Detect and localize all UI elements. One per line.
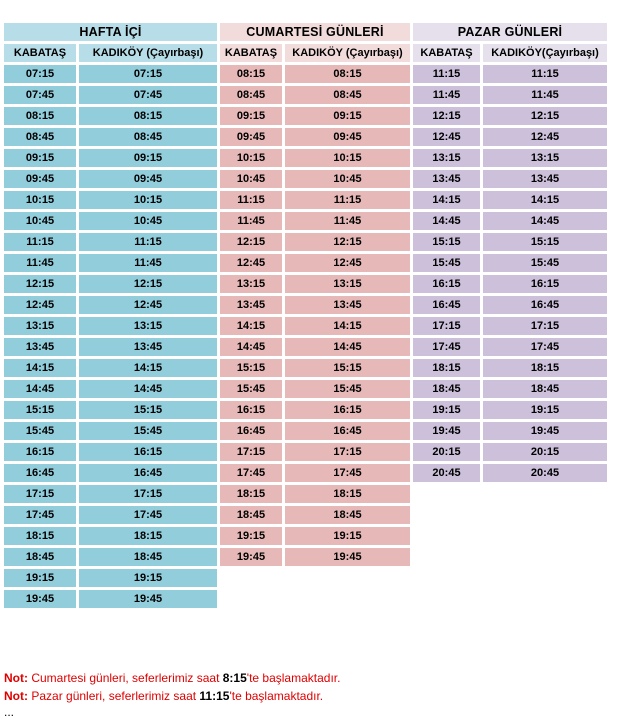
kabatas-departure-time: 16:45: [220, 422, 282, 440]
kadikoy-departure-time: 11:15: [285, 191, 410, 209]
timetable-row: [4, 170, 217, 188]
kabatas-departure-time: 19:45: [220, 548, 282, 566]
kabatas-departure-time: 13:45: [413, 170, 480, 188]
kadikoy-departure-time: 19:45: [285, 548, 410, 566]
kadikoy-departure-time: 08:15: [285, 65, 410, 83]
kabatas-departure-time: 07:15: [4, 65, 76, 83]
kabatas-departure-time: 10:15: [220, 149, 282, 167]
kadikoy-departure-time: 18:45: [79, 548, 217, 566]
kabatas-departure-time: 10:45: [220, 170, 282, 188]
kabatas-departure-time: 13:15: [413, 149, 480, 167]
note-text-end: 'te başlamaktadır.: [246, 671, 341, 685]
timetable-row: [220, 254, 410, 272]
kabatas-departure-time: 15:15: [413, 233, 480, 251]
timetable-row: [4, 128, 217, 146]
timetable-row: [220, 233, 410, 251]
kadikoy-departure-time: 19:15: [79, 569, 217, 587]
kabatas-departure-time: 07:45: [4, 86, 76, 104]
kadikoy-departure-time: 18:15: [285, 485, 410, 503]
kabatas-departure-time: 13:15: [4, 317, 76, 335]
kabatas-departure-time: 17:15: [413, 317, 480, 335]
kadikoy-departure-time: 15:45: [285, 380, 410, 398]
timetable-row: [413, 65, 607, 83]
timetable-row: [413, 254, 607, 272]
kadikoy-departure-time: 20:45: [483, 464, 607, 482]
kabatas-departure-time: 08:15: [220, 65, 282, 83]
timetable-row: [220, 107, 410, 125]
kabatas-departure-time: 14:45: [4, 380, 76, 398]
note-start-time: 11:15: [199, 689, 230, 703]
kadikoy-departure-time: 16:45: [483, 296, 607, 314]
kabatas-column-header: KABATAŞ: [4, 44, 76, 62]
timetable-row: [413, 107, 607, 125]
kadikoy-departure-time: 19:15: [285, 527, 410, 545]
timetable-row: [4, 275, 217, 293]
timetable-row: [413, 317, 607, 335]
timetable-row: [413, 191, 607, 209]
timetable-row: [4, 359, 217, 377]
kadikoy-departure-time: 11:15: [483, 65, 607, 83]
timetable-row: [4, 338, 217, 356]
column-header-row: [413, 44, 607, 62]
kabatas-departure-time: 12:45: [4, 296, 76, 314]
timetable-row: [4, 464, 217, 482]
kadikoy-departure-time: 14:15: [79, 359, 217, 377]
more-ellipsis: ...: [4, 705, 15, 719]
column-header-row: [4, 44, 217, 62]
section-title: CUMARTESİ GÜNLERİ: [220, 23, 410, 41]
kadikoy-departure-time: 14:45: [483, 212, 607, 230]
timetable-row: [220, 485, 410, 503]
kadikoy-departure-time: 17:45: [79, 506, 217, 524]
kadikoy-departure-time: 12:15: [79, 275, 217, 293]
kabatas-departure-time: 10:15: [4, 191, 76, 209]
kabatas-departure-time: 19:15: [220, 527, 282, 545]
timetable-row: [4, 569, 217, 587]
kadikoy-column-header: KADIKÖY (Çayırbaşı): [285, 44, 410, 62]
timetable-row: [220, 275, 410, 293]
kabatas-departure-time: 15:45: [413, 254, 480, 272]
kadikoy-departure-time: 09:15: [79, 149, 217, 167]
timetable-row: [4, 149, 217, 167]
weekday-schedule: [4, 23, 217, 608]
kabatas-departure-time: 12:15: [4, 275, 76, 293]
timetable-row: [413, 401, 607, 419]
kabatas-departure-time: 09:45: [4, 170, 76, 188]
timetable-row: [220, 380, 410, 398]
kadikoy-departure-time: 17:15: [79, 485, 217, 503]
kabatas-departure-time: 11:45: [220, 212, 282, 230]
section-title-row: [4, 23, 217, 41]
kabatas-departure-time: 13:15: [220, 275, 282, 293]
timetable-row: [4, 86, 217, 104]
kabatas-departure-time: 14:15: [4, 359, 76, 377]
kadikoy-departure-time: 17:45: [483, 338, 607, 356]
kabatas-column-header: KABATAŞ: [220, 44, 282, 62]
kabatas-departure-time: 16:15: [4, 443, 76, 461]
kabatas-departure-time: 18:15: [4, 527, 76, 545]
kabatas-departure-time: 18:15: [413, 359, 480, 377]
timetable-row: [4, 401, 217, 419]
timetable-row: [4, 107, 217, 125]
timetable-row: [220, 359, 410, 377]
timetable-row: [220, 170, 410, 188]
timetable-row: [220, 527, 410, 545]
timetable-row: [4, 443, 217, 461]
kabatas-departure-time: 15:45: [220, 380, 282, 398]
kadikoy-departure-time: 15:45: [483, 254, 607, 272]
kadikoy-departure-time: 14:45: [285, 338, 410, 356]
kabatas-departure-time: 19:15: [4, 569, 76, 587]
kadikoy-departure-time: 16:15: [285, 401, 410, 419]
section-title-row: [220, 23, 410, 41]
kabatas-departure-time: 12:15: [220, 233, 282, 251]
kabatas-departure-time: 10:45: [4, 212, 76, 230]
kadikoy-departure-time: 18:15: [483, 359, 607, 377]
note-label: Not:: [4, 671, 28, 685]
kadikoy-departure-time: 11:45: [79, 254, 217, 272]
kabatas-departure-time: 09:15: [4, 149, 76, 167]
timetable-row: [4, 212, 217, 230]
kadikoy-departure-time: 15:15: [79, 401, 217, 419]
kadikoy-departure-time: 09:45: [285, 128, 410, 146]
note-text: Cumartesi günleri, seferlerimiz saat: [31, 671, 220, 685]
kabatas-departure-time: 17:45: [413, 338, 480, 356]
timetable-row: [220, 128, 410, 146]
note-start-time: 8:15: [222, 671, 247, 685]
timetable-row: [4, 317, 217, 335]
kadikoy-departure-time: 07:45: [79, 86, 217, 104]
timetable-row: [220, 338, 410, 356]
kabatas-departure-time: 14:45: [220, 338, 282, 356]
kadikoy-column-header: KADIKÖY(Çayırbaşı): [483, 44, 607, 62]
kadikoy-departure-time: 12:45: [285, 254, 410, 272]
kadikoy-departure-time: 14:15: [483, 191, 607, 209]
column-header-row: [220, 44, 410, 62]
kadikoy-departure-time: 19:15: [483, 401, 607, 419]
timetable-row: [220, 212, 410, 230]
timetable-row: [4, 191, 217, 209]
kadikoy-departure-time: 14:45: [79, 380, 217, 398]
timetable-row: [220, 443, 410, 461]
section-title: HAFTA İÇİ: [4, 23, 217, 41]
kadikoy-departure-time: 15:15: [483, 233, 607, 251]
kabatas-departure-time: 16:15: [220, 401, 282, 419]
timetable-row: [413, 86, 607, 104]
kadikoy-departure-time: 10:15: [285, 149, 410, 167]
kadikoy-departure-time: 18:45: [285, 506, 410, 524]
kadikoy-departure-time: 11:45: [483, 86, 607, 104]
kabatas-departure-time: 11:45: [4, 254, 76, 272]
kabatas-departure-time: 14:15: [220, 317, 282, 335]
kabatas-departure-time: 11:45: [413, 86, 480, 104]
timetable-row: [220, 65, 410, 83]
timetable-row: [220, 506, 410, 524]
timetable-row: [413, 380, 607, 398]
timetable-row: [4, 65, 217, 83]
section-title-row: [413, 23, 607, 41]
kabatas-departure-time: 11:15: [220, 191, 282, 209]
kadikoy-departure-time: 10:45: [285, 170, 410, 188]
kabatas-departure-time: 15:15: [220, 359, 282, 377]
kadikoy-departure-time: 13:15: [79, 317, 217, 335]
kabatas-departure-time: 17:15: [220, 443, 282, 461]
saturday-start-note: [4, 671, 340, 685]
kadikoy-departure-time: 19:45: [79, 590, 217, 608]
timetable-row: [413, 275, 607, 293]
kabatas-departure-time: 09:15: [220, 107, 282, 125]
kabatas-departure-time: 18:45: [220, 506, 282, 524]
timetable-row: [4, 233, 217, 251]
kabatas-departure-time: 19:45: [4, 590, 76, 608]
kadikoy-departure-time: 12:45: [483, 128, 607, 146]
timetable-row: [413, 422, 607, 440]
kadikoy-departure-time: 18:45: [483, 380, 607, 398]
timetable-row: [413, 149, 607, 167]
kadikoy-departure-time: 16:15: [79, 443, 217, 461]
kadikoy-departure-time: 12:45: [79, 296, 217, 314]
timetable-row: [413, 359, 607, 377]
timetable-row: [413, 464, 607, 482]
timetable-row: [413, 170, 607, 188]
kabatas-departure-time: 12:45: [220, 254, 282, 272]
kabatas-departure-time: 14:45: [413, 212, 480, 230]
kadikoy-departure-time: 12:15: [483, 107, 607, 125]
note-text-end: 'te başlamaktadır.: [229, 689, 324, 703]
kabatas-departure-time: 12:45: [413, 128, 480, 146]
timetable-row: [413, 443, 607, 461]
timetable-row: [4, 548, 217, 566]
kadikoy-departure-time: 15:45: [79, 422, 217, 440]
timetable-row: [4, 380, 217, 398]
kabatas-departure-time: 20:45: [413, 464, 480, 482]
kabatas-departure-time: 18:45: [4, 548, 76, 566]
sunday-schedule: [413, 23, 607, 482]
kabatas-departure-time: 11:15: [4, 233, 76, 251]
timetable-row: [220, 422, 410, 440]
kadikoy-departure-time: 13:15: [483, 149, 607, 167]
timetable-row: [220, 86, 410, 104]
kabatas-departure-time: 18:45: [413, 380, 480, 398]
timetable-row: [413, 338, 607, 356]
kabatas-departure-time: 19:15: [413, 401, 480, 419]
kadikoy-departure-time: 17:45: [285, 464, 410, 482]
kadikoy-departure-time: 09:15: [285, 107, 410, 125]
timetable-row: [4, 527, 217, 545]
kabatas-departure-time: 16:15: [413, 275, 480, 293]
section-title: PAZAR GÜNLERİ: [413, 23, 607, 41]
kadikoy-departure-time: 18:15: [79, 527, 217, 545]
kabatas-departure-time: 17:45: [220, 464, 282, 482]
kadikoy-departure-time: 13:15: [285, 275, 410, 293]
timetable-row: [4, 485, 217, 503]
saturday-schedule: [220, 23, 410, 566]
kadikoy-departure-time: 17:15: [483, 317, 607, 335]
timetable-row: [220, 317, 410, 335]
kadikoy-departure-time: 10:15: [79, 191, 217, 209]
timetable-row: [220, 191, 410, 209]
kabatas-column-header: KABATAŞ: [413, 44, 480, 62]
kadikoy-departure-time: 13:45: [79, 338, 217, 356]
kadikoy-departure-time: 19:45: [483, 422, 607, 440]
kadikoy-departure-time: 11:15: [79, 233, 217, 251]
kadikoy-departure-time: 08:45: [79, 128, 217, 146]
kadikoy-departure-time: 16:15: [483, 275, 607, 293]
kabatas-departure-time: 13:45: [4, 338, 76, 356]
kadikoy-departure-time: 13:45: [483, 170, 607, 188]
kabatas-departure-time: 11:15: [413, 65, 480, 83]
timetable-row: [4, 506, 217, 524]
kabatas-departure-time: 20:15: [413, 443, 480, 461]
kadikoy-column-header: KADIKÖY (Çayırbaşı): [79, 44, 217, 62]
kabatas-departure-time: 12:15: [413, 107, 480, 125]
note-label: Not:: [4, 689, 28, 703]
kadikoy-departure-time: 08:45: [285, 86, 410, 104]
kabatas-departure-time: 18:15: [220, 485, 282, 503]
note-text: Pazar günleri, seferlerimiz saat: [31, 689, 197, 703]
timetable-row: [4, 254, 217, 272]
kabatas-departure-time: 16:45: [4, 464, 76, 482]
kabatas-departure-time: 13:45: [220, 296, 282, 314]
kadikoy-departure-time: 20:15: [483, 443, 607, 461]
timetable-row: [413, 128, 607, 146]
timetable-row: [220, 149, 410, 167]
kadikoy-departure-time: 09:45: [79, 170, 217, 188]
kabatas-departure-time: 15:45: [4, 422, 76, 440]
kadikoy-departure-time: 15:15: [285, 359, 410, 377]
timetable-row: [4, 422, 217, 440]
kadikoy-departure-time: 10:45: [79, 212, 217, 230]
kadikoy-departure-time: 12:15: [285, 233, 410, 251]
kadikoy-departure-time: 14:15: [285, 317, 410, 335]
kabatas-departure-time: 08:45: [4, 128, 76, 146]
kadikoy-departure-time: 08:15: [79, 107, 217, 125]
kadikoy-departure-time: 07:15: [79, 65, 217, 83]
timetable-row: [4, 296, 217, 314]
timetable-row: [220, 296, 410, 314]
kabatas-departure-time: 19:45: [413, 422, 480, 440]
kadikoy-departure-time: 16:45: [79, 464, 217, 482]
timetable-row: [220, 548, 410, 566]
timetable-row: [413, 233, 607, 251]
timetable-row: [220, 401, 410, 419]
kabatas-departure-time: 17:45: [4, 506, 76, 524]
kadikoy-departure-time: 17:15: [285, 443, 410, 461]
kabatas-departure-time: 08:45: [220, 86, 282, 104]
kabatas-departure-time: 16:45: [413, 296, 480, 314]
timetable-row: [220, 464, 410, 482]
kadikoy-departure-time: 11:45: [285, 212, 410, 230]
kadikoy-departure-time: 13:45: [285, 296, 410, 314]
kabatas-departure-time: 15:15: [4, 401, 76, 419]
kabatas-departure-time: 08:15: [4, 107, 76, 125]
kabatas-departure-time: 09:45: [220, 128, 282, 146]
kadikoy-departure-time: 16:45: [285, 422, 410, 440]
kabatas-departure-time: 17:15: [4, 485, 76, 503]
sunday-start-note: [4, 689, 323, 703]
timetable-row: [413, 212, 607, 230]
kabatas-departure-time: 14:15: [413, 191, 480, 209]
timetable-row: [4, 590, 217, 608]
timetable-row: [413, 296, 607, 314]
